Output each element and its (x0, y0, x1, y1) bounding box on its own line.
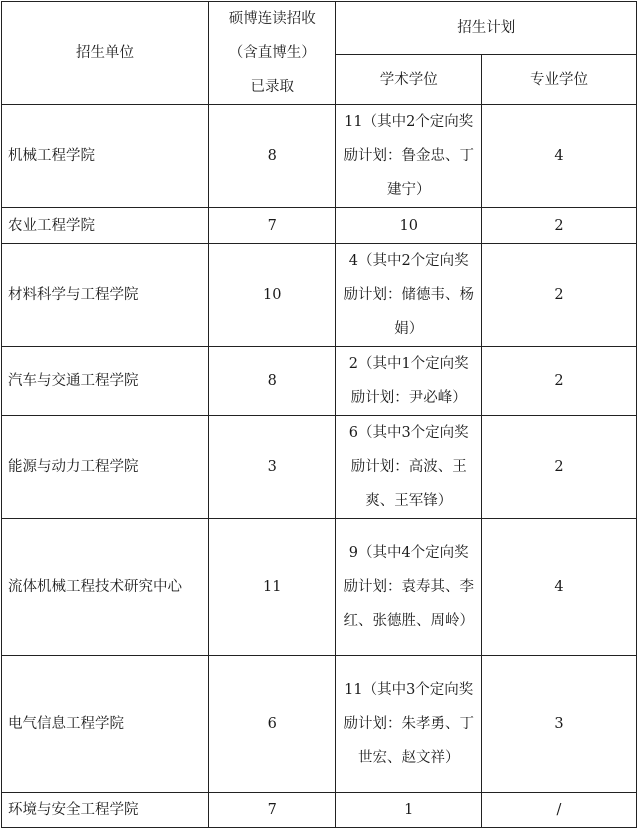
cell-professional: 3 (481, 656, 636, 793)
cell-admitted: 7 (209, 793, 336, 828)
header-professional: 专业学位 (481, 55, 636, 105)
table-header-row (2, 2, 637, 55)
cell-admitted: 6 (209, 656, 336, 793)
cell-unit: 环境与安全工程学院 (2, 793, 209, 828)
cell-unit: 材料科学与工程学院 (2, 244, 209, 347)
cell-academic: 2（其中1个定向奖励计划：尹必峰） (336, 347, 481, 416)
header-plan: 招生计划 (336, 2, 637, 55)
header-academic: 学术学位 (336, 55, 481, 105)
cell-admitted: 10 (209, 244, 336, 347)
cell-professional: 4 (481, 519, 636, 656)
table-row (2, 208, 637, 244)
header-unit: 招生单位 (2, 2, 209, 105)
cell-professional: 2 (481, 347, 636, 416)
cell-professional: / (481, 793, 636, 828)
cell-admitted: 8 (209, 105, 336, 208)
cell-professional: 2 (481, 416, 636, 519)
cell-unit: 能源与动力工程学院 (2, 416, 209, 519)
cell-unit: 流体机械工程技术研究中心 (2, 519, 209, 656)
header-admitted-line1: 硕博连读招收 (228, 11, 316, 27)
cell-academic: 10 (336, 208, 481, 244)
cell-professional: 2 (481, 208, 636, 244)
cell-academic: 1 (336, 793, 481, 828)
cell-professional: 4 (481, 105, 636, 208)
table-row (2, 105, 637, 208)
cell-academic: 9（其中4个定向奖励计划：袁寿其、李红、张德胜、周岭） (336, 519, 481, 656)
cell-academic: 11（其中3个定向奖励计划：朱孝勇、丁世宏、赵文祥） (336, 656, 481, 793)
table-row (2, 244, 637, 347)
table-row (2, 416, 637, 519)
admission-plan-table (1, 1, 637, 828)
cell-professional: 2 (481, 244, 636, 347)
cell-academic: 4（其中2个定向奖励计划：储德韦、杨娟） (336, 244, 481, 347)
table-row (2, 656, 637, 793)
header-admitted-line3: 已录取 (250, 79, 295, 95)
cell-academic: 6（其中3个定向奖励计划：高波、王爽、王军锋） (336, 416, 481, 519)
cell-unit: 农业工程学院 (2, 208, 209, 244)
cell-academic: 11（其中2个定向奖励计划：鲁金忠、丁建宁） (336, 105, 481, 208)
header-admitted (209, 2, 336, 105)
table-row (2, 347, 637, 416)
cell-admitted: 3 (209, 416, 336, 519)
cell-admitted: 7 (209, 208, 336, 244)
header-admitted-line2: （含直博生） (228, 45, 316, 61)
table-row (2, 519, 637, 656)
cell-unit: 汽车与交通工程学院 (2, 347, 209, 416)
cell-admitted: 8 (209, 347, 336, 416)
cell-admitted: 11 (209, 519, 336, 656)
cell-unit: 电气信息工程学院 (2, 656, 209, 793)
table-row (2, 793, 637, 828)
cell-unit: 机械工程学院 (2, 105, 209, 208)
